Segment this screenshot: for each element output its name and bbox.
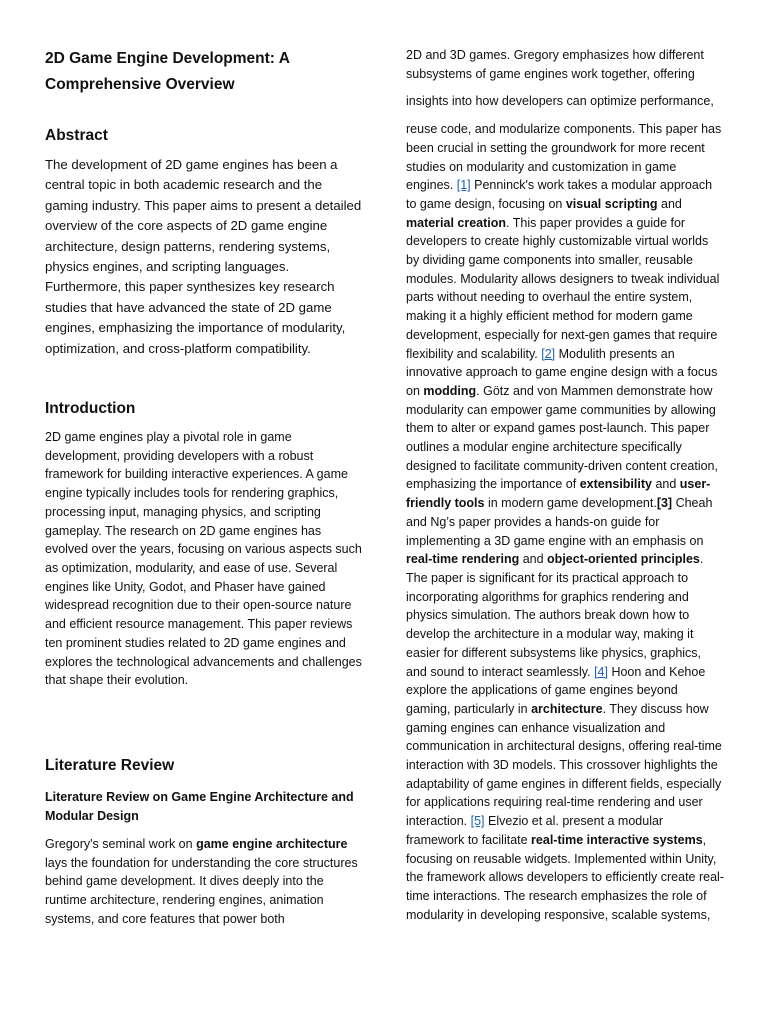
left-column [45, 46, 365, 928]
rt-text: Penninck's work takes a modular approach to game design, focusing on [406, 178, 713, 211]
citation-link-5[interactable]: [5] [470, 814, 485, 829]
rt-text: . The paper is significant for its practical approach to incorporating algorithms for graphics rendering and physics simulation. The authors break down how to develop the architecture in a modular way, making it easier for different subsystems like physics, graphics, and sound to interact seamlessly. [406, 552, 704, 679]
abstract-text: The development of 2D game engines has been a central topic in both academic research and the gaming industry. This paper aims to present a detailed overview of the core aspects of 2D game engine architecture, design patterns, rendering systems, physics engines, and scripting languages. Furthermore, this paper synthesizes key research studies that have advanced the state of 2D game engines, emphasizing the importance of modularity, optimization, and cross-platform compatibility. [45, 157, 362, 356]
rt-bold: architecture [531, 701, 603, 716]
rt-text: . They discuss how gaming engines can enhance visualization and communication in architectural designs, offering real-time interaction with 3D models. This crossover highlights the adaptability of game engines in different fields, especially for applications requiring real-time rendering and user interaction. [406, 701, 722, 829]
rt-text: . Götz and von Mammen demonstrate how modularity can empower game communities by allowing them to alter or expand games post-launch. This paper outlines a modular engine architecture specifically designed to facilitate community-driven content creation, emphasizing the importance of [406, 383, 718, 492]
rt-text: Cheah and Ng’s paper provides a hands-on guide for implementing a 3D game engine with an emphasis on [406, 496, 713, 548]
rt-text: and [519, 552, 548, 567]
right-column [406, 46, 724, 924]
literature-review-heading: Literature Review [45, 756, 175, 774]
right-paragraph-2: insights into how developers can optimize performance, [406, 94, 714, 109]
citation-link-1[interactable]: [1] [456, 178, 471, 193]
lit-bold-1: game engine architecture [196, 836, 348, 851]
rt-bold: object-oriented principles [547, 552, 700, 567]
rt-bold: visual scripting [565, 196, 658, 211]
rt-text: and [657, 196, 682, 211]
rt-bold: user-friendly tools [406, 477, 711, 511]
rt-text: reuse code, and modularize components. This paper has been crucial in setting the groundwork for more recent studies on modularity and customization in game engines. [406, 122, 722, 193]
citation-link-4[interactable]: [4] [594, 664, 608, 679]
rt-bold: real-time rendering [406, 552, 520, 567]
rt-text: in modern game development. [484, 496, 657, 511]
rt-text: . This paper provides a guide for developers to create highly customizable virtual worlds by dividing game components into smaller, reusable modules. Modularity allows designers to tweak individual parts without needing to overhaul the entire system, making it a highly efficient method for modern game development, especially for next-gen games that require flexibility and scalability. [406, 215, 720, 361]
literature-review-subheading: Literature Review on Game Engine Architecture and Modular Design [45, 789, 354, 823]
rt-text: Elvezio et al. present a modular framework to facilitate [406, 814, 664, 847]
rt-text: Hoon and Kehoe explore the applications of game engines beyond gaming, particularly in [406, 664, 706, 716]
paper-title: 2D Game Engine Development: A Comprehensive Overview [45, 50, 290, 93]
rt-bold: extensibility [579, 477, 652, 492]
literature-review-paragraph [45, 835, 365, 929]
rt-text: , focusing on reusable widgets. Implemented within Unity, the framework allows developers to efficiently create real-time interactions. The research emphasizes the role of modularity in developing responsive, scalable systems, [406, 832, 724, 922]
introduction-text: 2D game engines play a pivotal role in game development, providing developers with a robust framework for building interactive experiences. A game engine typically includes tools for rendering graphics, processing input, managing physics, and scripting gameplay. The research on 2D game engines has evolved over the years, focusing on various aspects such as optimization, modularity, and ease of use. Several engines like Unity, Godot, and Phaser have gained widespread recognition due to their open-source nature and efficient resource management. This paper reviews ten prominent studies related to 2D game engines and explores the technological advancements and challenges that shape their evolution. [45, 430, 362, 688]
rt-text: and [651, 477, 680, 492]
rt-bold: real-time interactive systems [531, 832, 703, 847]
rt-bold: material creation [406, 215, 507, 230]
right-paragraph-1: 2D and 3D games. Gregory emphasizes how different subsystems of game engines work together, offering [406, 48, 704, 81]
rt-bold: modding [423, 383, 477, 398]
lit-text-2: lays the foundation for understanding the core structures behind game development. It dives deeply into the runtime architecture, rendering engines, animation systems, and core features that power both [45, 855, 358, 926]
right-paragraph-3 [406, 120, 724, 924]
citation-3: [3] [656, 496, 673, 511]
lit-text-1: Gregory's seminal work on [45, 836, 197, 851]
rt-text: Modulith presents an innovative approach to game engine design with a focus on [406, 346, 718, 398]
citation-link-2[interactable]: [2] [541, 346, 556, 361]
abstract-heading: Abstract [45, 127, 108, 144]
introduction-heading: Introduction [45, 400, 136, 418]
